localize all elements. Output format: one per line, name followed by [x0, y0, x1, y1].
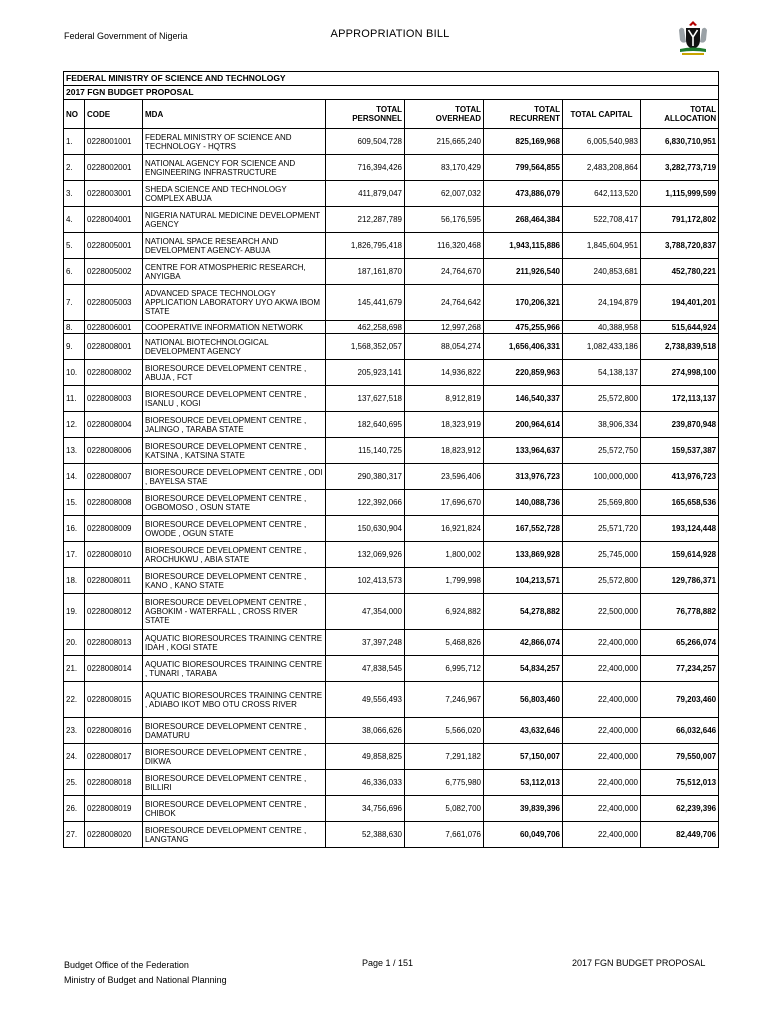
row-capital: 522,708,417 — [563, 207, 641, 233]
nigeria-coat-of-arms-icon — [676, 20, 710, 56]
row-personnel: 102,413,573 — [326, 568, 405, 594]
row-code: 0228008003 — [85, 386, 143, 412]
row-capital: 25,572,800 — [563, 386, 641, 412]
row-overhead: 5,082,700 — [405, 796, 484, 822]
row-personnel: 182,640,695 — [326, 412, 405, 438]
row-capital: 1,082,433,186 — [563, 334, 641, 360]
row-code: 0228008002 — [85, 360, 143, 386]
row-capital: 100,000,000 — [563, 464, 641, 490]
row-allocation: 65,266,074 — [641, 630, 719, 656]
row-personnel: 212,287,789 — [326, 207, 405, 233]
row-no: 7. — [64, 285, 85, 321]
row-mda: AQUATIC BIORESOURCES TRAINING CENTRE IDAH , KOGI STATE — [143, 630, 326, 656]
table-row — [64, 386, 719, 412]
row-allocation: 75,512,013 — [641, 770, 719, 796]
row-no: 15. — [64, 490, 85, 516]
table-row — [64, 412, 719, 438]
row-mda: BIORESOURCE DEVELOPMENT CENTRE , OWODE , OGUN STATE — [143, 516, 326, 542]
row-mda: BIORESOURCE DEVELOPMENT CENTRE , BILLIRI — [143, 770, 326, 796]
row-personnel: 716,394,426 — [326, 155, 405, 181]
row-no: 27. — [64, 822, 85, 848]
row-mda: NATIONAL SPACE RESEARCH AND DEVELOPMENT AGENCY- ABUJA — [143, 233, 326, 259]
table-row — [64, 181, 719, 207]
row-overhead: 88,054,274 — [405, 334, 484, 360]
row-no: 12. — [64, 412, 85, 438]
row-capital: 642,113,520 — [563, 181, 641, 207]
row-recurrent: 1,943,115,886 — [484, 233, 563, 259]
row-recurrent: 54,834,257 — [484, 656, 563, 682]
table-row — [64, 718, 719, 744]
row-allocation: 791,172,802 — [641, 207, 719, 233]
row-recurrent: 60,049,706 — [484, 822, 563, 848]
row-code: 0228008020 — [85, 822, 143, 848]
row-personnel: 49,556,493 — [326, 682, 405, 718]
row-capital: 1,845,604,951 — [563, 233, 641, 259]
row-mda: BIORESOURCE DEVELOPMENT CENTRE , LANGTANG — [143, 822, 326, 848]
col-allocation: TOTAL ALLOCATION — [641, 100, 719, 129]
row-code: 0228008015 — [85, 682, 143, 718]
row-mda: BIORESOURCE DEVELOPMENT CENTRE , AGBOKIM - WATERFALL , CROSS RIVER STATE — [143, 594, 326, 630]
row-allocation: 6,830,710,951 — [641, 129, 719, 155]
row-overhead: 18,823,912 — [405, 438, 484, 464]
row-capital: 22,400,000 — [563, 718, 641, 744]
row-capital: 22,500,000 — [563, 594, 641, 630]
row-overhead: 83,170,429 — [405, 155, 484, 181]
page-number: Page 1 / 151 — [362, 958, 414, 968]
row-allocation: 1,115,999,599 — [641, 181, 719, 207]
row-capital: 25,572,750 — [563, 438, 641, 464]
col-recurrent: TOTAL RECURRENT — [484, 100, 563, 129]
row-recurrent: 42,866,074 — [484, 630, 563, 656]
row-personnel: 150,630,904 — [326, 516, 405, 542]
row-allocation: 159,614,928 — [641, 542, 719, 568]
row-personnel: 47,838,545 — [326, 656, 405, 682]
ministry-title: FEDERAL MINISTRY OF SCIENCE AND TECHNOLOGY — [64, 72, 719, 86]
row-personnel: 462,258,698 — [326, 321, 405, 334]
row-capital: 25,745,000 — [563, 542, 641, 568]
table-row — [64, 744, 719, 770]
row-no: 25. — [64, 770, 85, 796]
row-mda: NATIONAL AGENCY FOR SCIENCE AND ENGINEERING INFRASTRUCTURE — [143, 155, 326, 181]
table-row — [64, 155, 719, 181]
table-row — [64, 438, 719, 464]
row-recurrent: 39,839,396 — [484, 796, 563, 822]
row-capital: 24,194,879 — [563, 285, 641, 321]
table-row — [64, 464, 719, 490]
row-recurrent: 53,112,013 — [484, 770, 563, 796]
row-code: 0228008008 — [85, 490, 143, 516]
row-allocation: 239,870,948 — [641, 412, 719, 438]
row-personnel: 46,336,033 — [326, 770, 405, 796]
row-overhead: 8,912,819 — [405, 386, 484, 412]
table-row — [64, 796, 719, 822]
row-code: 0228005002 — [85, 259, 143, 285]
row-code: 0228008018 — [85, 770, 143, 796]
row-personnel: 609,504,728 — [326, 129, 405, 155]
row-recurrent: 146,540,337 — [484, 386, 563, 412]
table-row — [64, 542, 719, 568]
header-left-text: Federal Government of Nigeria — [64, 31, 188, 41]
row-overhead: 12,997,268 — [405, 321, 484, 334]
row-recurrent: 43,632,646 — [484, 718, 563, 744]
table-header-row — [64, 100, 719, 129]
proposal-title: 2017 FGN BUDGET PROPOSAL — [64, 86, 719, 100]
row-allocation: 274,998,100 — [641, 360, 719, 386]
table-row — [64, 259, 719, 285]
row-mda: BIORESOURCE DEVELOPMENT CENTRE , AROCHUKWU , ABIA STATE — [143, 542, 326, 568]
row-allocation: 77,234,257 — [641, 656, 719, 682]
row-overhead: 18,323,919 — [405, 412, 484, 438]
row-recurrent: 799,564,855 — [484, 155, 563, 181]
row-no: 20. — [64, 630, 85, 656]
row-allocation: 79,203,460 — [641, 682, 719, 718]
row-capital: 6,005,540,983 — [563, 129, 641, 155]
row-recurrent: 56,803,460 — [484, 682, 563, 718]
row-mda: AQUATIC BIORESOURCES TRAINING CENTRE , ADIABO IKOT MBO OTU CROSS RIVER — [143, 682, 326, 718]
row-allocation: 79,550,007 — [641, 744, 719, 770]
row-overhead: 24,764,670 — [405, 259, 484, 285]
row-recurrent: 1,656,406,331 — [484, 334, 563, 360]
row-no: 8. — [64, 321, 85, 334]
row-no: 19. — [64, 594, 85, 630]
row-overhead: 116,320,468 — [405, 233, 484, 259]
row-allocation: 62,239,396 — [641, 796, 719, 822]
col-personnel: TOTAL PERSONNEL — [326, 100, 405, 129]
row-overhead: 62,007,032 — [405, 181, 484, 207]
row-allocation: 2,738,839,518 — [641, 334, 719, 360]
row-overhead: 6,775,980 — [405, 770, 484, 796]
col-mda: MDA — [143, 100, 326, 129]
row-mda: SHEDA SCIENCE AND TECHNOLOGY COMPLEX ABUJA — [143, 181, 326, 207]
col-code: CODE — [85, 100, 143, 129]
col-capital: TOTAL CAPITAL — [563, 100, 641, 129]
row-capital: 22,400,000 — [563, 822, 641, 848]
row-overhead: 24,764,642 — [405, 285, 484, 321]
row-overhead: 5,468,826 — [405, 630, 484, 656]
table-row — [64, 129, 719, 155]
row-overhead: 56,176,595 — [405, 207, 484, 233]
row-mda: BIORESOURCE DEVELOPMENT CENTRE , OGBOMOSO , OSUN STATE — [143, 490, 326, 516]
row-mda: COOPERATIVE INFORMATION NETWORK — [143, 321, 326, 334]
row-recurrent: 54,278,882 — [484, 594, 563, 630]
table-row — [64, 233, 719, 259]
table-row — [64, 207, 719, 233]
row-allocation: 159,537,387 — [641, 438, 719, 464]
budget-table — [63, 71, 719, 848]
row-capital: 2,483,208,864 — [563, 155, 641, 181]
row-overhead: 14,936,822 — [405, 360, 484, 386]
row-overhead: 215,665,240 — [405, 129, 484, 155]
row-capital: 38,906,334 — [563, 412, 641, 438]
row-recurrent: 268,464,384 — [484, 207, 563, 233]
row-allocation: 82,449,706 — [641, 822, 719, 848]
table-row — [64, 656, 719, 682]
table-row — [64, 360, 719, 386]
table-row — [64, 822, 719, 848]
row-overhead: 7,246,967 — [405, 682, 484, 718]
table-row — [64, 594, 719, 630]
row-no: 17. — [64, 542, 85, 568]
row-code: 0228002001 — [85, 155, 143, 181]
row-code: 0228008017 — [85, 744, 143, 770]
row-mda: BIORESOURCE DEVELOPMENT CENTRE , DAMATURU — [143, 718, 326, 744]
row-no: 13. — [64, 438, 85, 464]
row-allocation: 129,786,371 — [641, 568, 719, 594]
table-row — [64, 516, 719, 542]
row-allocation: 452,780,221 — [641, 259, 719, 285]
row-personnel: 52,388,630 — [326, 822, 405, 848]
row-recurrent: 200,964,614 — [484, 412, 563, 438]
row-no: 16. — [64, 516, 85, 542]
row-mda: BIORESOURCE DEVELOPMENT CENTRE , DIKWA — [143, 744, 326, 770]
row-recurrent: 104,213,571 — [484, 568, 563, 594]
row-allocation: 193,124,448 — [641, 516, 719, 542]
row-code: 0228008014 — [85, 656, 143, 682]
row-capital: 22,400,000 — [563, 744, 641, 770]
row-personnel: 137,627,518 — [326, 386, 405, 412]
row-overhead: 7,661,076 — [405, 822, 484, 848]
row-capital: 25,569,800 — [563, 490, 641, 516]
row-capital: 22,400,000 — [563, 770, 641, 796]
row-code: 0228008004 — [85, 412, 143, 438]
row-allocation: 172,113,137 — [641, 386, 719, 412]
row-capital: 54,138,137 — [563, 360, 641, 386]
row-mda: FEDERAL MINISTRY OF SCIENCE AND TECHNOLOGY - HQTRS — [143, 129, 326, 155]
row-no: 21. — [64, 656, 85, 682]
row-capital: 22,400,000 — [563, 656, 641, 682]
document-title: APPROPRIATION BILL — [330, 28, 450, 40]
col-no: NO — [64, 100, 85, 129]
row-capital: 40,388,958 — [563, 321, 641, 334]
row-code: 0228008010 — [85, 542, 143, 568]
row-recurrent: 57,150,007 — [484, 744, 563, 770]
row-capital: 25,572,800 — [563, 568, 641, 594]
row-recurrent: 140,088,736 — [484, 490, 563, 516]
row-no: 18. — [64, 568, 85, 594]
row-no: 26. — [64, 796, 85, 822]
row-recurrent: 220,859,963 — [484, 360, 563, 386]
col-overhead: TOTAL OVERHEAD — [405, 100, 484, 129]
row-mda: NIGERIA NATURAL MEDICINE DEVELOPMENT AGENCY — [143, 207, 326, 233]
row-mda: BIORESOURCE DEVELOPMENT CENTRE , KATSINA , KATSINA STATE — [143, 438, 326, 464]
row-mda: AQUATIC BIORESOURCES TRAINING CENTRE , TUNARI , TARABA — [143, 656, 326, 682]
row-mda: BIORESOURCE DEVELOPMENT CENTRE , CHIBOK — [143, 796, 326, 822]
table-row — [64, 568, 719, 594]
row-allocation: 66,032,646 — [641, 718, 719, 744]
row-code: 0228008012 — [85, 594, 143, 630]
row-allocation: 76,778,882 — [641, 594, 719, 630]
row-recurrent: 133,964,637 — [484, 438, 563, 464]
table-row — [64, 630, 719, 656]
row-mda: BIORESOURCE DEVELOPMENT CENTRE , ODI , BAYELSA STAE — [143, 464, 326, 490]
row-personnel: 47,354,000 — [326, 594, 405, 630]
row-personnel: 1,568,352,057 — [326, 334, 405, 360]
row-no: 4. — [64, 207, 85, 233]
row-personnel: 290,380,317 — [326, 464, 405, 490]
row-code: 0228008013 — [85, 630, 143, 656]
row-code: 0228001001 — [85, 129, 143, 155]
row-recurrent: 133,869,928 — [484, 542, 563, 568]
row-mda: BIORESOURCE DEVELOPMENT CENTRE , ABUJA , FCT — [143, 360, 326, 386]
table-row — [64, 770, 719, 796]
table-row — [64, 490, 719, 516]
row-code: 0228008016 — [85, 718, 143, 744]
row-no: 22. — [64, 682, 85, 718]
row-mda: BIORESOURCE DEVELOPMENT CENTRE , JALINGO , TARABA STATE — [143, 412, 326, 438]
row-no: 6. — [64, 259, 85, 285]
row-recurrent: 475,255,966 — [484, 321, 563, 334]
row-no: 1. — [64, 129, 85, 155]
row-overhead: 1,800,002 — [405, 542, 484, 568]
table-row — [64, 285, 719, 321]
row-allocation: 515,644,924 — [641, 321, 719, 334]
row-personnel: 411,879,047 — [326, 181, 405, 207]
row-no: 2. — [64, 155, 85, 181]
row-recurrent: 473,886,079 — [484, 181, 563, 207]
row-capital: 240,853,681 — [563, 259, 641, 285]
row-overhead: 6,995,712 — [405, 656, 484, 682]
table-row — [64, 334, 719, 360]
row-no: 3. — [64, 181, 85, 207]
row-personnel: 34,756,696 — [326, 796, 405, 822]
row-recurrent: 313,976,723 — [484, 464, 563, 490]
row-allocation: 3,788,720,837 — [641, 233, 719, 259]
row-capital: 22,400,000 — [563, 796, 641, 822]
row-mda: NATIONAL BIOTECHNOLOGICAL DEVELOPMENT AGENCY — [143, 334, 326, 360]
row-personnel: 145,441,679 — [326, 285, 405, 321]
row-personnel: 115,140,725 — [326, 438, 405, 464]
row-code: 0228003001 — [85, 181, 143, 207]
table-row — [64, 321, 719, 334]
row-no: 9. — [64, 334, 85, 360]
row-recurrent: 170,206,321 — [484, 285, 563, 321]
row-personnel: 1,826,795,418 — [326, 233, 405, 259]
row-personnel: 205,923,141 — [326, 360, 405, 386]
row-no: 5. — [64, 233, 85, 259]
row-code: 0228008001 — [85, 334, 143, 360]
row-capital: 25,571,720 — [563, 516, 641, 542]
row-recurrent: 825,169,968 — [484, 129, 563, 155]
row-overhead: 5,566,020 — [405, 718, 484, 744]
row-no: 14. — [64, 464, 85, 490]
row-mda: CENTRE FOR ATMOSPHERIC RESEARCH, ANYIGBA — [143, 259, 326, 285]
table-row — [64, 682, 719, 718]
row-code: 0228008006 — [85, 438, 143, 464]
row-overhead: 17,696,670 — [405, 490, 484, 516]
footer-office: Budget Office of the Federation Ministry of Budget and National Planning — [64, 960, 227, 985]
row-no: 11. — [64, 386, 85, 412]
row-allocation: 194,401,201 — [641, 285, 719, 321]
row-overhead: 6,924,882 — [405, 594, 484, 630]
row-personnel: 37,397,248 — [326, 630, 405, 656]
row-mda: BIORESOURCE DEVELOPMENT CENTRE , KANO , KANO STATE — [143, 568, 326, 594]
row-personnel: 49,858,825 — [326, 744, 405, 770]
row-code: 0228008009 — [85, 516, 143, 542]
footer-proposal: 2017 FGN BUDGET PROPOSAL — [572, 958, 706, 968]
row-no: 23. — [64, 718, 85, 744]
row-code: 0228008011 — [85, 568, 143, 594]
row-allocation: 165,658,536 — [641, 490, 719, 516]
row-overhead: 1,799,998 — [405, 568, 484, 594]
row-recurrent: 211,926,540 — [484, 259, 563, 285]
row-no: 10. — [64, 360, 85, 386]
row-personnel: 38,066,626 — [326, 718, 405, 744]
row-no: 24. — [64, 744, 85, 770]
row-code: 0228005003 — [85, 285, 143, 321]
row-personnel: 122,392,066 — [326, 490, 405, 516]
row-code: 0228004001 — [85, 207, 143, 233]
row-personnel: 187,161,870 — [326, 259, 405, 285]
row-mda: ADVANCED SPACE TECHNOLOGY APPLICATION LABORATORY UYO AKWA IBOM STATE — [143, 285, 326, 321]
row-capital: 22,400,000 — [563, 682, 641, 718]
row-recurrent: 167,552,728 — [484, 516, 563, 542]
row-code: 0228008019 — [85, 796, 143, 822]
row-allocation: 413,976,723 — [641, 464, 719, 490]
row-overhead: 16,921,824 — [405, 516, 484, 542]
row-personnel: 132,069,926 — [326, 542, 405, 568]
row-code: 0228008007 — [85, 464, 143, 490]
row-overhead: 7,291,182 — [405, 744, 484, 770]
row-allocation: 3,282,773,719 — [641, 155, 719, 181]
row-code: 0228006001 — [85, 321, 143, 334]
row-mda: BIORESOURCE DEVELOPMENT CENTRE , ISANLU , KOGI — [143, 386, 326, 412]
row-overhead: 23,596,406 — [405, 464, 484, 490]
row-code: 0228005001 — [85, 233, 143, 259]
row-capital: 22,400,000 — [563, 630, 641, 656]
